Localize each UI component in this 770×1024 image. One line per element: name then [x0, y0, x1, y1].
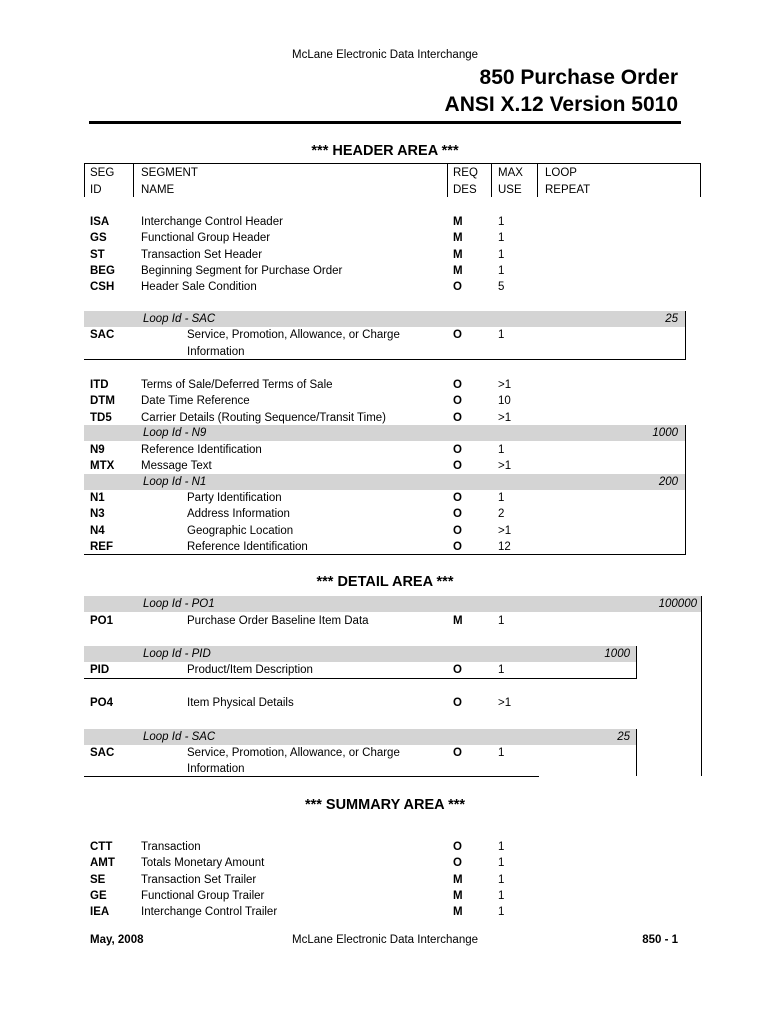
loop-n9-repeat: 1000 [652, 427, 678, 439]
segment-row-id: MTX [90, 460, 115, 473]
title-rule [89, 121, 681, 124]
segment-row-max: >1 [498, 411, 512, 424]
segment-row-max: 5 [498, 281, 505, 294]
segment-row-name: Geographic Location [187, 524, 294, 537]
segment-row-req: O [453, 395, 462, 408]
detail-sac-name: Service, Promotion, Allowance, or Charge [187, 747, 400, 759]
pid-name: Product/Item Description [187, 664, 313, 676]
segment-row-name: Party Identification [187, 492, 282, 504]
detail-sac-max: 1 [498, 747, 505, 759]
loop-sac-repeat: 25 [665, 313, 678, 325]
table-vline [491, 163, 492, 197]
segment-row-name: Totals Monetary Amount [141, 857, 265, 870]
table-vline [700, 163, 701, 197]
segment-row-req: O [453, 411, 462, 424]
segment-row-req: M [453, 889, 463, 902]
loop-detail-sac-label: Loop Id - SAC [143, 731, 216, 743]
loop-detail-sac-repeat: 25 [617, 731, 630, 743]
segment-row-name: Carrier Details (Routing Sequence/Transit Time) [141, 411, 386, 424]
segment-row-id: GE [90, 889, 107, 902]
segment-row-id: GS [90, 232, 107, 245]
sac-name: Service, Promotion, Allowance, or Charge [187, 329, 400, 341]
table-vline [84, 163, 85, 197]
segment-row-max: 1 [498, 264, 505, 277]
segment-row-max: >1 [498, 379, 512, 391]
po4-name: Item Physical Details [187, 697, 294, 709]
loop-bottom-rule [84, 554, 686, 555]
col-max-2: USE [498, 184, 522, 196]
col-loop-2: REPEAT [545, 184, 591, 196]
sac-id: SAC [90, 329, 115, 341]
segment-row-id: N1 [90, 492, 105, 504]
segment-row-max: 1 [498, 873, 505, 886]
segment-row-max: >1 [498, 460, 512, 473]
table-vline [447, 163, 448, 197]
segment-row-req: O [453, 508, 462, 521]
col-segment-1: SEGMENT [141, 167, 198, 179]
segment-row-req: O [453, 492, 462, 504]
table-vline [537, 163, 538, 197]
segment-row-max: 1 [498, 857, 505, 870]
segment-row-name: Functional Group Header [141, 232, 271, 245]
loop-pid-repeat: 1000 [604, 648, 630, 660]
segment-row-id: DTM [90, 395, 115, 408]
po4-max: >1 [498, 697, 512, 709]
loop-bracket [636, 646, 637, 679]
segment-row-req: O [453, 540, 462, 553]
segment-row-name: Address Information [187, 508, 290, 521]
col-req-1: REQ [453, 167, 478, 179]
po4-id: PO4 [90, 697, 114, 709]
pid-max: 1 [498, 664, 505, 676]
segment-row-id: N9 [90, 444, 105, 456]
col-seg-2: ID [90, 184, 102, 196]
segment-row-name: Transaction [141, 841, 201, 853]
segment-row-req: O [453, 379, 462, 391]
segment-row-max: 1 [498, 216, 505, 228]
segment-row-id: ISA [90, 216, 110, 228]
summary-area-label: *** SUMMARY AREA *** [304, 797, 466, 813]
segment-row-id: N4 [90, 524, 105, 537]
sac-max: 1 [498, 329, 505, 341]
segment-row-id: TD5 [90, 411, 112, 424]
po1-max: 1 [498, 615, 505, 627]
sac-req: O [453, 329, 462, 341]
segment-row-name: Date Time Reference [141, 395, 250, 408]
loop-n1-repeat: 200 [658, 476, 678, 488]
detail-area-label: *** DETAIL AREA *** [316, 574, 454, 590]
segment-row-req: O [453, 524, 462, 537]
segment-row-max: 1 [498, 248, 505, 261]
segment-row-max: 1 [498, 232, 505, 245]
segment-row-id: N3 [90, 508, 105, 521]
loop-bracket [636, 729, 637, 776]
segment-row-req: M [453, 264, 463, 277]
segment-row-id: REF [90, 540, 113, 553]
po1-req: M [453, 615, 463, 627]
segment-row-id: BEG [90, 264, 115, 277]
segment-row-req: O [453, 460, 462, 473]
segment-row-max: 1 [498, 841, 505, 853]
segment-row-name: Interchange Control Header [141, 216, 283, 228]
detail-sac-req: O [453, 747, 462, 759]
segment-row-name: Interchange Control Trailer [141, 906, 278, 919]
pid-id: PID [90, 664, 110, 676]
loop-po1-label: Loop Id - PO1 [143, 598, 215, 610]
loop-bottom-rule [84, 776, 539, 777]
segment-row-name: Terms of Sale/Deferred Terms of Sale [141, 379, 333, 391]
segment-row-max: 12 [498, 540, 511, 553]
doc-title: 850 Purchase Order [479, 66, 678, 89]
footer-org: McLane Electronic Data Interchange [291, 934, 479, 946]
segment-row-name: Message Text [141, 460, 212, 473]
segment-row-req: M [453, 216, 463, 228]
segment-row-name: Transaction Set Header [141, 248, 263, 261]
segment-row-max: 1 [498, 444, 505, 456]
col-segment-2: NAME [141, 184, 175, 196]
segment-row-req: O [453, 281, 462, 294]
loop-n1-label: Loop Id - N1 [143, 476, 207, 488]
segment-row-req: M [453, 906, 463, 919]
po1-id: PO1 [90, 615, 114, 627]
segment-row-req: O [453, 444, 462, 456]
segment-row-id: ITD [90, 379, 109, 391]
segment-row-id: ST [90, 248, 105, 261]
segment-row-name: Transaction Set Trailer [141, 873, 257, 886]
loop-sac-label: Loop Id - SAC [143, 313, 216, 325]
segment-row-id: SE [90, 873, 106, 886]
segment-row-name: Reference Identification [187, 540, 308, 553]
segment-row-id: CSH [90, 281, 115, 294]
table-vline [133, 163, 134, 197]
col-max-1: MAX [498, 167, 523, 179]
segment-row-name: Header Sale Condition [141, 281, 257, 294]
loop-pid-label: Loop Id - PID [143, 648, 211, 660]
loop-bracket [701, 596, 702, 776]
po1-name: Purchase Order Baseline Item Data [187, 615, 369, 627]
loop-bracket [685, 425, 686, 555]
segment-row-max: 10 [498, 395, 511, 408]
footer-date: May, 2008 [90, 934, 144, 946]
segment-row-req: O [453, 857, 462, 870]
col-loop-1: LOOP [545, 167, 577, 179]
detail-sac-name-cont: Information [187, 763, 245, 775]
loop-bottom-rule [84, 678, 637, 679]
segment-row-max: 1 [498, 906, 505, 919]
loop-bracket [685, 311, 686, 360]
pid-req: O [453, 664, 462, 676]
table-top-rule [84, 163, 701, 164]
segment-row-req: M [453, 248, 463, 261]
segment-row-name: Functional Group Trailer [141, 889, 265, 902]
loop-n9-label: Loop Id - N9 [143, 427, 207, 439]
segment-row-name: Reference Identification [141, 444, 262, 456]
segment-row-max: >1 [498, 524, 512, 537]
segment-row-max: 1 [498, 492, 505, 504]
loop-bottom-rule [84, 359, 686, 360]
detail-sac-id: SAC [90, 747, 115, 759]
loop-po1-repeat: 100000 [658, 598, 697, 610]
header-area-label: *** HEADER AREA *** [311, 143, 459, 159]
segment-row-max: 1 [498, 889, 505, 902]
segment-row-req: O [453, 841, 462, 853]
sac-name-cont: Information [187, 346, 245, 358]
segment-row-req: M [453, 232, 463, 245]
segment-row-id: CTT [90, 841, 113, 853]
col-seg-1: SEG [90, 167, 115, 179]
segment-row-req: M [453, 873, 463, 886]
col-req-2: DES [453, 184, 477, 196]
segment-row-id: IEA [90, 906, 110, 919]
doc-org: McLane Electronic Data Interchange [291, 49, 479, 61]
segment-row-name: Beginning Segment for Purchase Order [141, 264, 343, 277]
po4-req: O [453, 697, 462, 709]
segment-row-max: 2 [498, 508, 505, 521]
segment-row-id: AMT [90, 857, 115, 870]
doc-subtitle: ANSI X.12 Version 5010 [444, 93, 678, 116]
footer-page: 850 - 1 [642, 934, 678, 946]
